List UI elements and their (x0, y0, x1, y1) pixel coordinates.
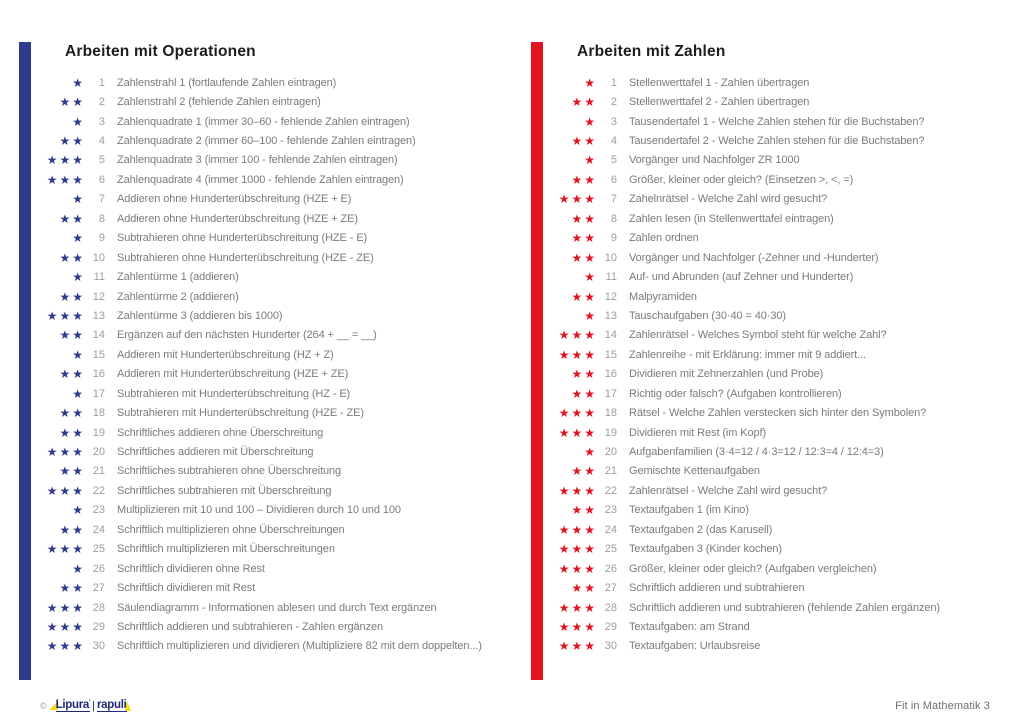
difficulty-stars: ★★ (59, 406, 85, 421)
numbers-list (531, 73, 1024, 656)
list-item (531, 462, 1024, 481)
item-number: 26 (92, 562, 105, 575)
difficulty-stars: ★★ (571, 231, 597, 246)
list-item (19, 617, 513, 636)
item-number: 5 (610, 154, 617, 167)
item-label: Zahlenrätsel - Welches Symbol steht für welche Zahl? (629, 329, 887, 342)
item-label: Schriftlich addieren und subtrahieren (fehlende Zahlen ergänzen) (629, 601, 940, 614)
item-number: 23 (604, 504, 617, 517)
item-label: Zahlenreihe - mit Erklärung: immer mit 9 addiert... (629, 348, 866, 361)
difficulty-stars: ★★★ (46, 483, 85, 498)
item-number: 4 (610, 135, 617, 148)
list-item (19, 267, 513, 286)
item-number: 14 (604, 329, 617, 342)
list-item (531, 112, 1024, 131)
difficulty-stars: ★ (584, 308, 597, 323)
item-number: 11 (93, 271, 105, 284)
list-item (531, 131, 1024, 150)
list-item (531, 92, 1024, 111)
item-label: Textaufgaben: Urlaubsreise (629, 640, 761, 653)
item-label: Schriftlich dividieren ohne Rest (117, 562, 265, 575)
list-item (531, 501, 1024, 520)
logo-spark-icon (124, 701, 132, 711)
edition-label: Fit in Mathematik 3 (895, 700, 990, 712)
item-label: Multiplizieren mit 10 und 100 – Dividieren durch 10 und 100 (117, 504, 401, 517)
difficulty-stars: ★★ (59, 425, 85, 440)
item-label: Addieren ohne Hunderterübschreitung (HZE + ZE) (117, 212, 358, 225)
item-number: 18 (604, 407, 617, 420)
difficulty-stars: ★★ (59, 250, 85, 265)
difficulty-stars: ★ (72, 503, 85, 518)
item-number: 22 (92, 484, 105, 497)
item-label: Zahlenrätsel - Welche Zahl wird gesucht? (629, 484, 828, 497)
item-label: Ergänzen auf den nächsten Hunderter (264 + __ = __) (117, 329, 377, 342)
item-label: Addieren mit Hunderterübschreitung (HZE + ZE) (117, 368, 349, 381)
list-item (531, 598, 1024, 617)
brand-name-left: Lipura' (55, 699, 91, 711)
difficulty-stars: ★★ (571, 464, 597, 479)
difficulty-stars: ★★★ (558, 600, 597, 615)
item-label: Stellenwerttafel 2 - Zahlen übertragen (629, 96, 810, 109)
item-number: 12 (92, 290, 105, 303)
list-item (19, 365, 513, 384)
difficulty-stars: ★★ (571, 367, 597, 382)
item-label: Dividieren mit Rest (im Kopf) (629, 426, 767, 439)
item-label: Addieren ohne Hunderterübschreitung (HZE + E) (117, 193, 352, 206)
item-number: 20 (604, 446, 617, 459)
item-number: 20 (92, 446, 105, 459)
difficulty-stars: ★★ (571, 503, 597, 518)
list-item (531, 481, 1024, 500)
item-number: 15 (604, 348, 617, 361)
list-item (531, 170, 1024, 189)
difficulty-stars: ★★ (59, 581, 85, 596)
item-label: Zahlenquadrate 3 (immer 100 - fehlende Zahlen eintragen) (117, 154, 398, 167)
item-number: 30 (92, 640, 105, 653)
difficulty-stars: ★★ (59, 134, 85, 149)
difficulty-stars: ★★★ (558, 192, 597, 207)
difficulty-stars: ★★★ (558, 619, 597, 634)
item-label: Schriftliches addieren mit Überschreitung (117, 446, 314, 459)
list-item (19, 170, 513, 189)
item-label: Zahlen ordnen (629, 232, 699, 245)
list-item (19, 209, 513, 228)
difficulty-stars: ★ (72, 192, 85, 207)
list-item (19, 112, 513, 131)
item-label: Schriftlich multiplizieren ohne Überschreitungen (117, 523, 345, 536)
difficulty-stars: ★★ (571, 211, 597, 226)
item-label: Auf- und Abrunden (auf Zehner und Hunderter) (629, 271, 854, 284)
list-item (531, 267, 1024, 286)
item-label: Zahlen lesen (in Stellenwerttafel eintragen) (629, 212, 834, 225)
item-number: 2 (98, 96, 105, 109)
difficulty-stars: ★★ (59, 289, 85, 304)
list-item (531, 73, 1024, 92)
item-number: 5 (98, 154, 105, 167)
difficulty-stars: ★★ (571, 386, 597, 401)
copyright-icon: © (40, 701, 47, 711)
list-item (531, 520, 1024, 539)
item-label: Säulendiagramm - Informationen ablesen und durch Text ergänzen (117, 601, 437, 614)
list-item (531, 306, 1024, 325)
item-number: 28 (604, 601, 617, 614)
item-label: Zahlentürme 3 (addieren bis 1000) (117, 309, 283, 322)
list-item (531, 578, 1024, 597)
difficulty-stars: ★★ (571, 134, 597, 149)
item-label: Zahlenquadrate 2 (immer 60–100 - fehlende Zahlen eintragen) (117, 135, 416, 148)
difficulty-stars: ★ (584, 445, 597, 460)
list-item (19, 637, 513, 656)
item-label: Größer, kleiner oder gleich? (Einsetzen >, <, =) (629, 173, 854, 186)
list-item (19, 501, 513, 520)
list-item (531, 248, 1024, 267)
item-label: Textaufgaben 2 (das Karusell) (629, 523, 773, 536)
list-item (19, 326, 513, 345)
difficulty-stars: ★★ (59, 328, 85, 343)
list-item (531, 365, 1024, 384)
list-item (531, 209, 1024, 228)
item-label: Schriftlich addieren und subtrahieren (629, 582, 805, 595)
difficulty-stars: ★★★ (558, 347, 597, 362)
list-item (531, 190, 1024, 209)
item-number: 6 (610, 173, 617, 186)
item-label: Vorgänger und Nachfolger (-Zehner und -Hunderter) (629, 251, 879, 264)
list-item (19, 131, 513, 150)
item-number: 8 (610, 212, 617, 225)
list-item (19, 384, 513, 403)
item-label: Zahelnrätsel - Welche Zahl wird gesucht? (629, 193, 828, 206)
list-item (531, 287, 1024, 306)
item-label: Schriftliches subtrahieren ohne Überschreitung (117, 465, 342, 478)
item-label: Tauschaufgaben (30·40 = 40·30) (629, 309, 786, 322)
difficulty-stars: ★★ (59, 522, 85, 537)
list-item (19, 403, 513, 422)
difficulty-stars: ★★★ (46, 639, 85, 654)
section-title-numbers: Arbeiten mit Zahlen (577, 43, 726, 60)
difficulty-stars: ★ (72, 231, 85, 246)
difficulty-stars: ★ (72, 75, 85, 90)
difficulty-stars: ★★★ (46, 600, 85, 615)
item-label: Vorgänger und Nachfolger ZR 1000 (629, 154, 800, 167)
difficulty-stars: ★★★ (46, 619, 85, 634)
list-item (531, 442, 1024, 461)
item-number: 27 (92, 582, 105, 595)
item-number: 6 (98, 173, 105, 186)
difficulty-stars: ★★ (571, 172, 597, 187)
item-number: 21 (604, 465, 617, 478)
item-number: 30 (604, 640, 617, 653)
brand-name-right: rapuli (96, 699, 127, 711)
item-number: 14 (92, 329, 105, 342)
item-number: 7 (98, 193, 105, 206)
item-label: Textaufgaben 3 (Kinder kochen) (629, 543, 782, 556)
item-number: 28 (92, 601, 105, 614)
item-label: Richtig oder falsch? (Aufgaben kontrollieren) (629, 387, 842, 400)
difficulty-stars: ★★ (571, 250, 597, 265)
difficulty-stars: ★★ (571, 95, 597, 110)
list-item (531, 229, 1024, 248)
difficulty-stars: ★★★ (558, 328, 597, 343)
item-number: 9 (98, 232, 105, 245)
list-item (19, 151, 513, 170)
item-number: 24 (92, 523, 105, 536)
difficulty-stars: ★★ (571, 289, 597, 304)
item-number: 21 (92, 465, 105, 478)
item-number: 9 (610, 232, 617, 245)
difficulty-stars: ★★ (59, 95, 85, 110)
list-item (19, 598, 513, 617)
list-item (19, 462, 513, 481)
item-number: 1 (610, 76, 617, 89)
item-label: Zahlenstrahl 2 (fehlende Zahlen eintragen) (117, 96, 321, 109)
difficulty-stars: ★ (584, 75, 597, 90)
item-number: 13 (604, 309, 617, 322)
difficulty-stars: ★★★ (46, 445, 85, 460)
difficulty-stars: ★ (72, 386, 85, 401)
difficulty-stars: ★ (584, 153, 597, 168)
difficulty-stars: ★★★ (558, 425, 597, 440)
item-label: Subtrahieren mit Hunderterübschreitung (HZE - ZE) (117, 407, 364, 420)
item-number: 1 (98, 76, 105, 89)
list-item (19, 423, 513, 442)
item-label: Addieren mit Hunderterübschreitung (HZ + Z) (117, 348, 334, 361)
difficulty-stars: ★★ (59, 367, 85, 382)
item-number: 12 (604, 290, 617, 303)
difficulty-stars: ★ (72, 114, 85, 129)
list-item (531, 384, 1024, 403)
item-number: 25 (92, 543, 105, 556)
item-number: 24 (604, 523, 617, 536)
list-item (19, 190, 513, 209)
list-item (19, 287, 513, 306)
difficulty-stars: ★ (584, 270, 597, 285)
column-numbers (531, 42, 1024, 692)
difficulty-stars: ★★ (59, 211, 85, 226)
item-label: Rätsel - Welche Zahlen verstecken sich hinter den Symbolen? (629, 407, 927, 420)
item-label: Schriftlich dividieren mit Rest (117, 582, 256, 595)
item-number: 29 (92, 620, 105, 633)
item-number: 19 (604, 426, 617, 439)
item-number: 23 (92, 504, 105, 517)
list-item (19, 306, 513, 325)
list-item (19, 229, 513, 248)
trademark-icon: ' (88, 700, 91, 706)
list-item (19, 559, 513, 578)
list-item (19, 345, 513, 364)
item-label: Tausendertafel 2 - Welche Zahlen stehen für die Buchstaben? (629, 135, 925, 148)
difficulty-stars: ★★★ (558, 406, 597, 421)
list-item (531, 617, 1024, 636)
item-number: 2 (610, 96, 617, 109)
item-label: Schriftliches addieren ohne Überschreitung (117, 426, 324, 439)
list-item (531, 540, 1024, 559)
item-number: 16 (604, 368, 617, 381)
list-item (531, 423, 1024, 442)
item-label: Malpyramiden (629, 290, 697, 303)
list-item (531, 559, 1024, 578)
item-number: 26 (604, 562, 617, 575)
item-label: Dividieren mit Zehnerzahlen (und Probe) (629, 368, 824, 381)
item-number: 7 (610, 193, 617, 206)
difficulty-stars: ★★★ (558, 522, 597, 537)
publisher-logo (40, 698, 132, 712)
list-item (19, 481, 513, 500)
list-item (531, 345, 1024, 364)
difficulty-stars: ★ (72, 270, 85, 285)
difficulty-stars: ★★★ (558, 483, 597, 498)
item-label: Subtrahieren ohne Hunderterübschreitung (HZE - E) (117, 232, 368, 245)
item-label: Zahlenquadrate 4 (immer 1000 - fehlende Zahlen eintragen) (117, 173, 404, 186)
item-number: 3 (610, 115, 617, 128)
item-number: 19 (92, 426, 105, 439)
item-label: Schriftliches subtrahieren mit Überschreitung (117, 484, 332, 497)
item-number: 11 (605, 271, 617, 284)
item-number: 10 (92, 251, 105, 264)
list-item (19, 578, 513, 597)
list-item (19, 540, 513, 559)
difficulty-stars: ★★★ (558, 542, 597, 557)
difficulty-stars: ★★ (571, 581, 597, 596)
difficulty-stars: ★ (584, 114, 597, 129)
difficulty-stars: ★ (72, 561, 85, 576)
column-operations (19, 42, 513, 692)
item-label: Tausendertafel 1 - Welche Zahlen stehen für die Buchstaben? (629, 115, 925, 128)
item-number: 8 (98, 212, 105, 225)
difficulty-stars: ★★★ (46, 172, 85, 187)
item-label: Zahlentürme 2 (addieren) (117, 290, 239, 303)
difficulty-stars: ★ (72, 347, 85, 362)
difficulty-stars: ★★ (59, 464, 85, 479)
item-label: Aufgabenfamilien (3·4=12 / 4·3=12 / 12:3=4 / 12:4=3) (629, 446, 884, 459)
item-label: Textaufgaben 1 (im Kino) (629, 504, 749, 517)
item-label: Größer, kleiner oder gleich? (Aufgaben vergleichen) (629, 562, 877, 575)
item-label: Zahlenstrahl 1 (fortlaufende Zahlen eintragen) (117, 76, 337, 89)
list-item (19, 248, 513, 267)
item-label: Subtrahieren ohne Hunderterübschreitung (HZE - ZE) (117, 251, 374, 264)
item-label: Zahlentürme 1 (addieren) (117, 271, 239, 284)
item-number: 27 (604, 582, 617, 595)
item-label: Textaufgaben: am Strand (629, 620, 750, 633)
item-number: 13 (92, 309, 105, 322)
item-number: 18 (92, 407, 105, 420)
logo-separator: | (92, 700, 95, 712)
item-number: 10 (604, 251, 617, 264)
item-number: 17 (92, 387, 105, 400)
item-number: 16 (92, 368, 105, 381)
item-number: 22 (604, 484, 617, 497)
difficulty-stars: ★★★ (46, 153, 85, 168)
list-item (531, 637, 1024, 656)
list-item (531, 326, 1024, 345)
difficulty-stars: ★★★ (46, 308, 85, 323)
item-label: Schriftlich addieren und subtrahieren - Zahlen ergänzen (117, 620, 383, 633)
item-number: 25 (604, 543, 617, 556)
section-title-operations: Arbeiten mit Operationen (65, 43, 256, 60)
item-number: 4 (98, 135, 105, 148)
item-number: 29 (604, 620, 617, 633)
item-label: Subtrahieren mit Hunderterübschreitung (HZ - E) (117, 387, 351, 400)
item-number: 3 (98, 115, 105, 128)
item-label: Schriftlich multiplizieren und dividieren (Multipliziere 82 mit dem doppelten...) (117, 640, 482, 653)
operations-list (19, 73, 513, 656)
item-label: Schriftlich multiplizieren mit Überschreitungen (117, 543, 335, 556)
item-number: 17 (604, 387, 617, 400)
list-item (19, 442, 513, 461)
list-item (19, 73, 513, 92)
list-item (19, 520, 513, 539)
item-label: Gemischte Kettenaufgaben (629, 465, 760, 478)
list-item (531, 151, 1024, 170)
item-number: 15 (92, 348, 105, 361)
list-item (531, 403, 1024, 422)
difficulty-stars: ★★★ (558, 639, 597, 654)
difficulty-stars: ★★★ (558, 561, 597, 576)
difficulty-stars: ★★★ (46, 542, 85, 557)
list-item (19, 92, 513, 111)
item-label: Stellenwerttafel 1 - Zahlen übertragen (629, 76, 810, 89)
item-label: Zahlenquadrate 1 (immer 30–60 - fehlende Zahlen eintragen) (117, 115, 410, 128)
